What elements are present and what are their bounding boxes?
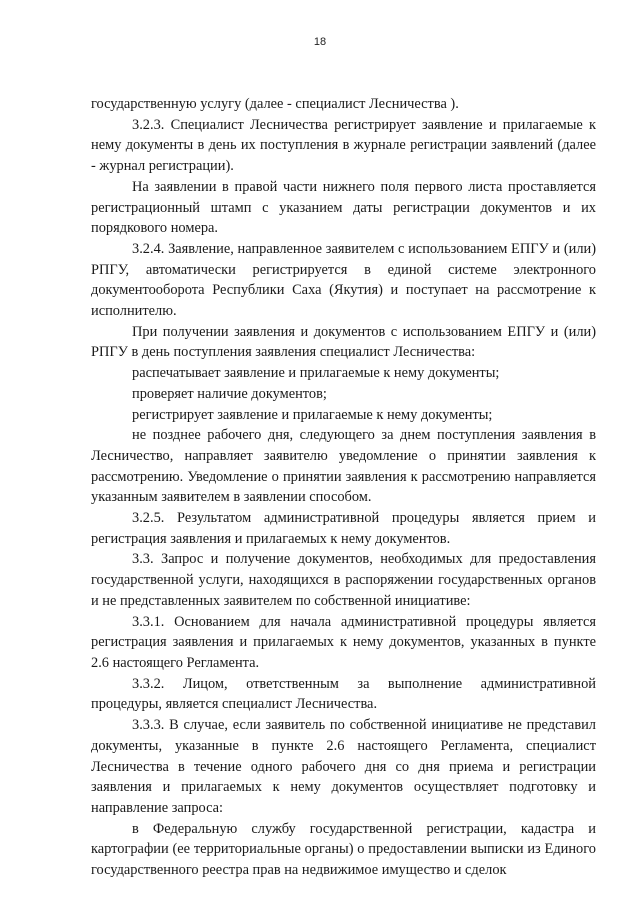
paragraph-3-2-3: 3.2.3. Специалист Лесничества регистрирует заявление и прилагаемые к нему документы в день их поступления в журнале регистрации заявлений (далее - журнал регистрации). bbox=[91, 116, 596, 175]
paragraph-3-3-2: 3.3.2. Лицом, ответственным за выполнение административной процедуры, является специалист Лесничества. bbox=[91, 675, 596, 713]
paragraph-3-3-1: 3.3.1. Основанием для начала административной процедуры является регистрация заявления и прилагаемых к нему документов, указанных в пункте 2.6 настоящего Регламента. bbox=[91, 613, 596, 671]
paragraph-continuation: государственную услугу (далее - специалист Лесничества ). bbox=[91, 96, 459, 112]
paragraph-3-3-3: 3.3.3. В случае, если заявитель по собственной инициативе не представил документы, указанные в пункте 2.6 настоящего Регламента, специалист Лесничества в течение одного рабочего дня со дня приема и регистрации заявления и прилагаемых к нему документов осуществляет подготовку и направление запроса: bbox=[91, 717, 596, 816]
list-item-print: распечатывает заявление и прилагаемые к нему документы; bbox=[132, 365, 500, 382]
list-item-register: регистрирует заявление и прилагаемые к нему документы; bbox=[132, 406, 493, 423]
list-item-check: проверяет наличие документов; bbox=[132, 385, 327, 402]
paragraph-epgu-receipt: При получении заявления и документов с использованием ЕПГУ и (или) РПГУ в день поступления заявления специалист Лесничества: bbox=[91, 323, 596, 361]
paragraph-3-2-5: 3.2.5. Результатом административной процедуры является прием и регистрация заявления и прилагаемых к нему документов. bbox=[91, 510, 596, 547]
paragraph-rosreestr: в Федеральную службу государственной регистрации, кадастра и картографии (ее территориальные органы) о предоставлении выписки из Единого государственного реестра прав на недвижимое имущество и сделок bbox=[91, 820, 596, 879]
paragraph-3-2-4: 3.2.4. Заявление, направленное заявителем с использованием ЕПГУ и (или) РПГУ, автоматически регистрируется в единой системе электронного документооборота Республики Саха (Якутия) и поступает на рассмотрение к исполнителю. bbox=[91, 240, 596, 320]
document-body bbox=[91, 94, 596, 881]
paragraph-stamp: На заявлении в правой части нижнего поля первого листа проставляется регистрационный штамп с указанием даты регистрации документов и их порядкового номера. bbox=[91, 178, 596, 237]
paragraph-3-3: 3.3. Запрос и получение документов, необходимых для предоставления государственной услуги, находящихся в распоряжении государственных органов и не представленных заявителем по собственной инициативе: bbox=[91, 551, 596, 609]
list-item-notify: не позднее рабочего дня, следующего за днем поступления заявления в Лесничество, направляет заявителю уведомление о принятии заявления к рассмотрению. Уведомление о принятии заявления к рассмотрению направляется указанным заявителем в заявлении способом. bbox=[91, 427, 596, 506]
page-number: 18 bbox=[313, 36, 327, 48]
